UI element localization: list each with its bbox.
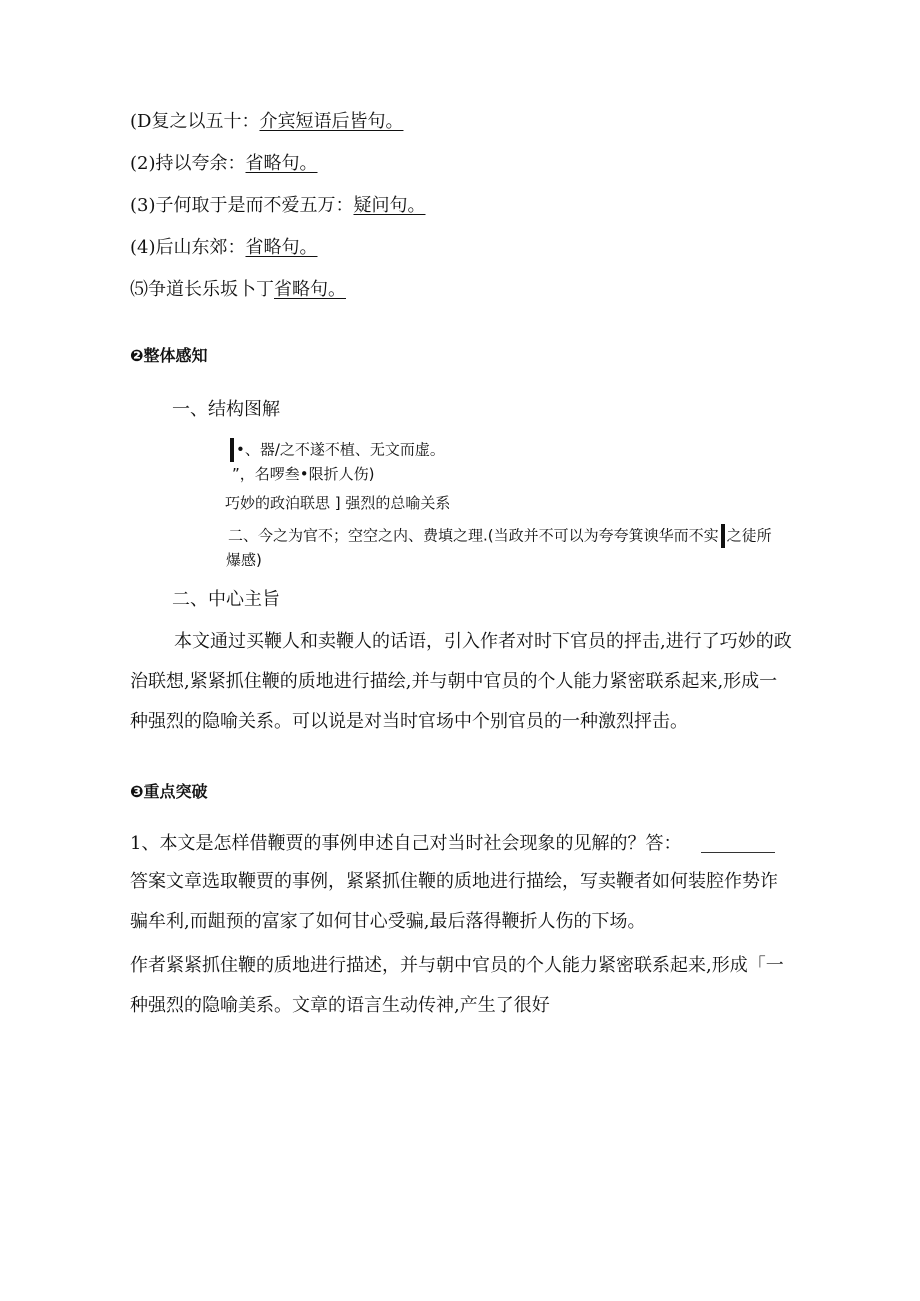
grammar-item-1 [130,110,403,134]
grammar-item-answer: 省略句。 [274,279,346,300]
grammar-item-answer: 疑问句。 [353,195,426,216]
structure-line-2: ”，名啰叁•限折人伤) [232,465,375,483]
question-1: 1、本文是怎样借鞭贾的事例申述自己对当时社会现象的见解的？答： [130,832,775,856]
answer-paragraph-2: 作者紧紧抓住鞭的质地进行描述，并与朝中官员的个人能力紧密联系起来,形成「一种强烈的隐喻美系。文章的语言生动传神,产生了很好 [130,955,784,1016]
answer-blank [701,836,775,853]
bracket-bar [230,438,234,462]
grammar-item-5 [130,278,346,302]
grammar-item-answer: 介宾短语后皆句。 [259,111,404,132]
grammar-item-3 [130,194,426,218]
grammar-item-answer: 省略句。 [245,237,318,258]
grammar-item-label: (D复之以五十： [130,111,260,132]
structure-title: 一、结构图解 [172,399,280,420]
grammar-item-answer: 省略句。 [245,153,318,174]
section-heading-key-points: ❸重点突破 [130,782,208,801]
grammar-item-label: (2)持以夸余： [130,153,246,174]
theme-title: 二、中心主旨 [172,589,280,610]
theme-text: 本文通过买鞭人和卖鞭人的话语，引入作者对时下官员的抨击,进行了巧妙的政治联想,紧紧抓住鞭的质地进行描绘,并与朝中官员的个人能力紧密联系起来,形成一种强烈的隐喻关系。可以说是对当时官场中个别官员的一种激烈抨击。 [130,631,792,732]
grammar-item-label: (4)后山东郊： [130,237,246,258]
bracket-bar [721,524,725,548]
structure-line-1: •、器/之不遂不植、无文而虚。 [228,438,445,462]
section-heading-overview: ❷整体感知 [130,346,208,365]
structure-line-5: 爆感) [226,551,262,569]
grammar-item-label: ⑸争道长乐坂卜丁 [130,279,274,300]
structure-line-3: 巧妙的政泊联思 ] 强烈的总喻关系 [225,494,451,512]
grammar-item-label: (3)子何取于是而不爱五万： [130,195,354,216]
answer-paragraph-1: 答案文章选取鞭贾的事例，紧紧抓住鞭的质地进行描绘，写卖鞭者如何装腔作势诈骗牟利,而龃预的富家了如何甘心受骗,最后落得鞭折人伤的下场。 [130,871,778,932]
grammar-item-2 [130,152,318,176]
grammar-item-4 [130,236,318,260]
structure-line-4: 二、今之为官不；空空之内、费填之理.(当政并不可以为夸夸箕谀华而不实 之徒所 [228,524,772,548]
